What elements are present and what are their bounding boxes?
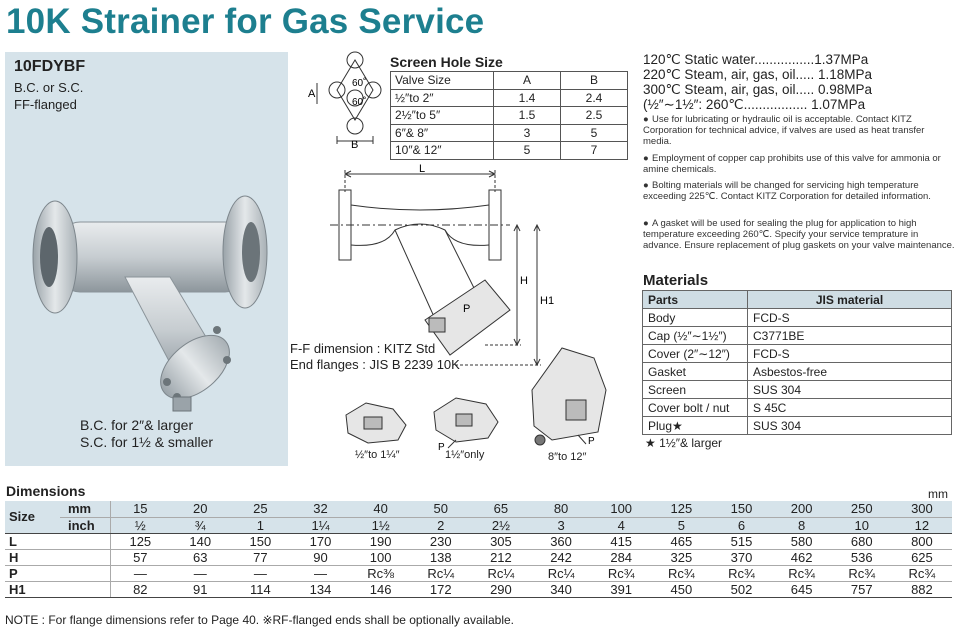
pressure-rating-3: 300℃ Steam, air, gas, oil..... 0.98MPa [643,82,873,97]
table-cell: Cap (½″∼1½″) [643,327,748,345]
pressure-rating-4: (½″∼1½″: 260℃................. 1.07MPa [643,97,866,112]
table-cell: 20 [170,501,230,517]
bullet-icon: ● [643,218,649,229]
detail-drawing-medium [426,390,506,452]
table-row [5,565,952,581]
table-cell: — [110,565,170,581]
table-cell: 25 [230,501,290,517]
dim-b-label: B [351,139,359,151]
table-cell: ½ [110,517,170,533]
table-cell: 5 [494,142,561,160]
table-cell: 146 [351,581,411,597]
table-cell: 284 [591,549,651,565]
table-cell: S 45C [748,399,952,417]
table-cell: FCD-S [748,309,952,327]
col-header-parts: Parts [643,291,748,309]
table-cell: 360 [531,533,591,549]
table-cell: 10″& 12″ [391,142,494,160]
dimensions-title: Dimensions [6,483,86,499]
table-cell: 4 [591,517,651,533]
table-row [643,291,952,309]
table-cell: 340 [531,581,591,597]
materials-table [642,290,952,435]
table-cell: 465 [651,533,711,549]
table-row [643,345,952,363]
detail-label-3: 8″to 12″ [548,451,587,463]
table-row [643,381,952,399]
table-cell: 63 [170,549,230,565]
dim-h-label: H [520,275,528,287]
table-row [5,533,952,549]
table-cell: 190 [351,533,411,549]
row-label-p: P [5,565,110,581]
table-cell: 7 [561,142,628,160]
col-header-valve-size: Valve Size [391,72,494,90]
table-cell: 114 [230,581,290,597]
detail-label-2: 1½″only [445,449,485,461]
table-cell: Rc¾ [711,565,771,581]
row-label-h1: H1 [5,581,110,597]
table-cell: Plug★ [643,417,748,435]
table-cell: 15 [110,501,170,517]
table-cell: 57 [110,549,170,565]
model-name: 10FDYBF [14,58,86,75]
table-row [643,399,952,417]
table-cell: Rc¾ [772,565,832,581]
bullet-icon: ● [643,180,649,191]
table-row [5,501,952,517]
table-cell: 800 [892,533,952,549]
table-cell: 680 [832,533,892,549]
detail-drawing-large [522,340,612,455]
table-row [643,309,952,327]
table-cell: 3 [531,517,591,533]
angle-label-2: 60˚ [352,97,367,108]
table-row [5,549,952,565]
row-label-h: H [5,549,110,565]
table-row [5,581,952,597]
materials-title: Materials [643,272,709,289]
page-footnote: NOTE : For flange dimensions refer to Page 40. ※RF-flanged ends shall be optionally available. [5,613,514,627]
table-cell: 10 [832,517,892,533]
table-cell: 212 [471,549,531,565]
table-row [643,327,952,345]
table-cell: 415 [591,533,651,549]
table-cell: 1¼ [290,517,350,533]
table-cell: 3 [494,124,561,142]
size-label: Size [5,501,60,533]
model-connection: B.C. or S.C. [14,80,84,95]
table-cell: 8 [772,517,832,533]
bullet-icon: ● [643,114,649,125]
table-cell: 82 [110,581,170,597]
table-cell: 1½ [351,517,411,533]
table-cell: 170 [290,533,350,549]
screen-hole-title: Screen Hole Size [390,54,503,70]
page-title: 10K Strainer for Gas Service [6,2,485,41]
bsc-line-2: S.C. for 1½ & smaller [80,434,214,450]
table-cell: ½″to 2″ [391,89,494,107]
table-cell: 134 [290,581,350,597]
table-cell: 6 [711,517,771,533]
table-cell: 1 [230,517,290,533]
table-cell: 645 [772,581,832,597]
pressure-rating-2: 220℃ Steam, air, gas, oil..... 1.18MPa [643,67,873,82]
table-cell: — [290,565,350,581]
col-header-b: B [561,72,628,90]
col-header-a: A [494,72,561,90]
table-cell: 77 [230,549,290,565]
dim-h1-label: H1 [540,295,555,307]
table-cell: 90 [290,549,350,565]
table-cell: Screen [643,381,748,399]
table-cell: 150 [711,501,771,517]
table-row [391,124,628,142]
pressure-rating-1: 120℃ Static water................1.37MPa [643,52,869,67]
table-cell: 757 [832,581,892,597]
table-cell: 50 [411,501,471,517]
table-cell: 391 [591,581,651,597]
col-header-jis-material: JIS material [748,291,952,309]
table-cell: Rc¾ [832,565,892,581]
table-cell: 325 [651,549,711,565]
detail-p-label-1: P [438,442,445,452]
dimensions-table [5,501,952,598]
table-cell: Cover (2″∼12″) [643,345,748,363]
table-cell: — [170,565,230,581]
table-cell: Rc¼ [531,565,591,581]
table-row [643,417,952,435]
table-cell: 2.4 [561,89,628,107]
table-cell: Rc¼ [411,565,471,581]
table-cell: 502 [711,581,771,597]
table-cell: 200 [772,501,832,517]
strainer-photo [5,52,288,466]
angle-label-1: 60˚ [352,78,367,89]
table-cell: ¾ [170,517,230,533]
table-cell: FCD-S [748,345,952,363]
table-cell: 370 [711,549,771,565]
detail-p-label-2: P [588,436,595,447]
table-cell: 2.5 [561,107,628,125]
table-cell: Rc¾ [651,565,711,581]
table-cell: 2 [411,517,471,533]
table-cell: 2½ [471,517,531,533]
table-cell: 100 [591,501,651,517]
table-cell: 1.4 [494,89,561,107]
note-3: ● Bolting materials will be changed for servicing high temperature exceeding 225℃. Contact KITZ Corporation for detailed information. [643,180,931,202]
table-cell: SUS 304 [748,381,952,399]
mm-label: mm [60,501,110,517]
note-2: ● Employment of copper cap prohibits use of this valve for ammonia or amine chemicals. [643,153,941,175]
table-cell: C3771BE [748,327,952,345]
table-cell: 138 [411,549,471,565]
table-cell: SUS 304 [748,417,952,435]
table-cell: 2½″to 5″ [391,107,494,125]
table-cell: 125 [651,501,711,517]
end-flanges: End flanges : JIS B 2239 10K [290,357,460,372]
table-cell: 32 [290,501,350,517]
note-1: ● Use for lubricating or hydraulic oil is acceptable. Contact KITZ Corporation for technical advice, if valves are used as heat transfer media. [643,114,925,147]
table-cell: 1.5 [494,107,561,125]
table-cell: 40 [351,501,411,517]
table-cell: 91 [170,581,230,597]
row-label-l: L [5,533,110,549]
materials-footnote: ★ 1½″& larger [645,436,723,450]
table-cell: 6″& 8″ [391,124,494,142]
table-cell: 150 [230,533,290,549]
table-cell: 290 [471,581,531,597]
table-cell: 5 [561,124,628,142]
table-row [391,72,628,90]
table-cell: Cover bolt / nut [643,399,748,417]
ff-dimension: F-F dimension : KITZ Std [290,341,436,356]
table-cell: 462 [772,549,832,565]
model-flange: FF-flanged [14,97,77,112]
note-4: ● A gasket will be used for sealing the plug for application to high temperature exceeding 260℃. Specify your service temprature in advance. Ensure replacement of plug gaskets on your valve maintenance. [643,218,955,251]
table-cell: Gasket [643,363,748,381]
table-cell: 5 [651,517,711,533]
bullet-icon: ● [643,153,649,164]
table-cell: Rc¾ [892,565,952,581]
table-cell: Rc¼ [471,565,531,581]
table-cell: 100 [351,549,411,565]
detail-drawing-small [338,395,418,455]
table-cell: — [230,565,290,581]
table-cell: 125 [110,533,170,549]
table-cell: 140 [170,533,230,549]
table-cell: 515 [711,533,771,549]
bsc-line-1: B.C. for 2″& larger [80,417,194,433]
table-row [391,107,628,125]
table-cell: 625 [892,549,952,565]
table-cell: 65 [471,501,531,517]
detail-label-1: ½″to 1¼″ [355,449,400,461]
table-cell: 305 [471,533,531,549]
dimensions-unit: mm [928,487,948,501]
table-cell: Body [643,309,748,327]
table-cell: Rc⅜ [351,565,411,581]
table-cell: 300 [892,501,952,517]
table-cell: 242 [531,549,591,565]
dim-l-label: L [419,163,426,175]
table-cell: 80 [531,501,591,517]
screen-hole-table [390,71,628,160]
table-row [5,517,952,533]
table-row [391,89,628,107]
table-cell: 250 [832,501,892,517]
table-row [643,363,952,381]
inch-label: inch [60,517,110,533]
table-cell: 12 [892,517,952,533]
table-cell: 580 [772,533,832,549]
table-cell: 536 [832,549,892,565]
table-cell: 230 [411,533,471,549]
table-row [391,142,628,160]
table-cell: 172 [411,581,471,597]
screen-hole-diagram [305,50,385,152]
table-cell: 882 [892,581,952,597]
table-cell: Asbestos-free [748,363,952,381]
dim-p-label: P [463,303,471,315]
product-panel [5,52,288,466]
table-cell: 450 [651,581,711,597]
dim-a-label: A [308,88,316,100]
table-cell: Rc¾ [591,565,651,581]
